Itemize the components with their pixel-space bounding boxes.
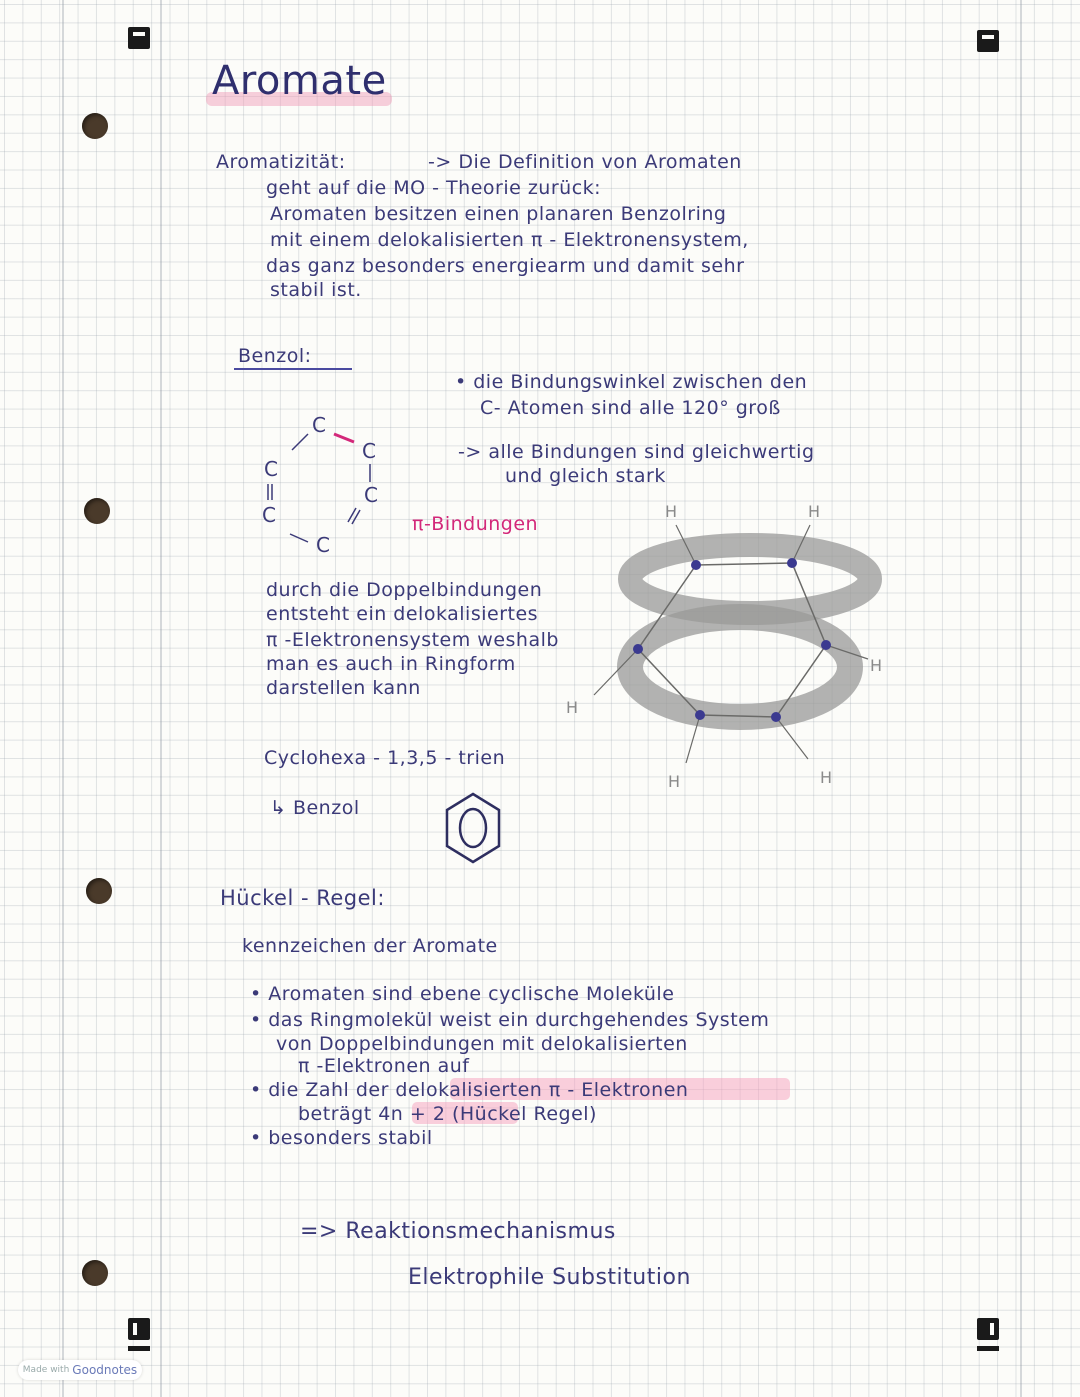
benzol-bullet: • die Bindungswinkel zwischen den <box>455 371 808 393</box>
huckel-subheading: kennzeichen der Aromate <box>242 935 498 957</box>
pi-orbital-drawing <box>566 495 900 795</box>
benzol-arrow-line: -> alle Bindungen sind gleichwertig <box>458 441 815 463</box>
benzol-bullet: C- Atomen sind alle 120° groß <box>480 397 781 419</box>
hydrogen-label: H <box>870 656 883 675</box>
aromaticity-label: Aromatizität: <box>216 151 346 173</box>
margin-line-inner <box>160 0 162 1397</box>
benzol-arrow-name: ↳ Benzol <box>270 797 360 819</box>
huckel-heading: Hückel - Regel: <box>220 886 385 910</box>
hydrogen-label: H <box>665 502 678 521</box>
ring-atom: C <box>262 503 276 527</box>
goodnotes-brand: Goodnotes <box>72 1363 138 1377</box>
corner-marker-icon <box>977 30 999 52</box>
substitution-line: Elektrophile Substitution <box>408 1265 691 1290</box>
margin-line-left <box>62 0 64 1397</box>
aromaticity-line: geht auf die MO - Theorie zurück: <box>266 177 602 199</box>
ring-atom: C <box>364 483 378 507</box>
aromaticity-line: stabil ist. <box>270 279 362 301</box>
ring-atom: C <box>362 439 376 463</box>
huckel-item: • besonders stabil <box>250 1127 433 1149</box>
benzene-ring-icon <box>442 790 504 866</box>
margin-line-right <box>1020 0 1022 1397</box>
benzol-heading: Benzol: <box>238 345 312 367</box>
corner-marker-icon <box>128 27 150 49</box>
hydrogen-label: H <box>566 698 579 717</box>
aromaticity-line: Aromaten besitzen einen planaren Benzolring <box>270 203 727 225</box>
benzol-arrow-line: und gleich stark <box>505 465 666 487</box>
aromaticity-line: das ganz besonders energiearm und damit sehr <box>266 255 745 277</box>
benzol-description: entsteht ein delokalisiertes <box>266 603 539 625</box>
huckel-item: von Doppelbindungen mit delokalisierten <box>276 1033 688 1055</box>
corner-bar <box>128 1346 150 1351</box>
benzol-description: durch die Doppelbindungen <box>266 579 543 601</box>
goodnotes-badge <box>18 1360 142 1380</box>
huckel-item: • das Ringmolekül weist ein durchgehendes System <box>250 1009 770 1031</box>
aromaticity-line: -> Die Definition von Aromaten <box>428 151 742 173</box>
huckel-item: beträgt 4n + 2 (Hückel Regel) <box>298 1103 597 1125</box>
made-with-label: Made with <box>22 1365 70 1375</box>
corner-marker-icon <box>128 1318 150 1340</box>
benzol-description: man es auch in Ringform <box>266 653 516 675</box>
huckel-item: • die Zahl der delokalisierten π - Elektronen <box>250 1079 689 1101</box>
pi-bonds-label: π-Bindungen <box>412 513 539 535</box>
binder-hole <box>82 1260 108 1286</box>
binder-hole <box>84 498 110 524</box>
benzol-description: π -Elektronensystem weshalb <box>266 629 559 651</box>
ring-atom: C <box>264 457 278 481</box>
hydrogen-label: H <box>808 502 821 521</box>
hydrogen-label: H <box>668 772 681 791</box>
page-title: Aromate <box>212 58 387 104</box>
binder-hole <box>86 878 112 904</box>
benzol-description: darstellen kann <box>266 677 421 699</box>
carbon-ring-sketch <box>250 410 400 560</box>
benzol-underline <box>234 368 352 370</box>
ring-atom: C <box>316 533 330 557</box>
benzol-name: Cyclohexa - 1,3,5 - trien <box>264 747 506 769</box>
corner-marker-icon <box>977 1318 999 1340</box>
aromaticity-line: mit einem delokalisierten π - Elektronensystem, <box>270 229 749 251</box>
ring-atom: C <box>312 413 326 437</box>
huckel-item: π -Elektronen auf <box>298 1055 470 1077</box>
reaction-mechanism-line: => Reaktionsmechanismus <box>300 1219 616 1244</box>
binder-hole <box>82 113 108 139</box>
hydrogen-label: H <box>820 768 833 787</box>
huckel-item: • Aromaten sind ebene cyclische Moleküle <box>250 983 675 1005</box>
corner-bar <box>977 1346 999 1351</box>
